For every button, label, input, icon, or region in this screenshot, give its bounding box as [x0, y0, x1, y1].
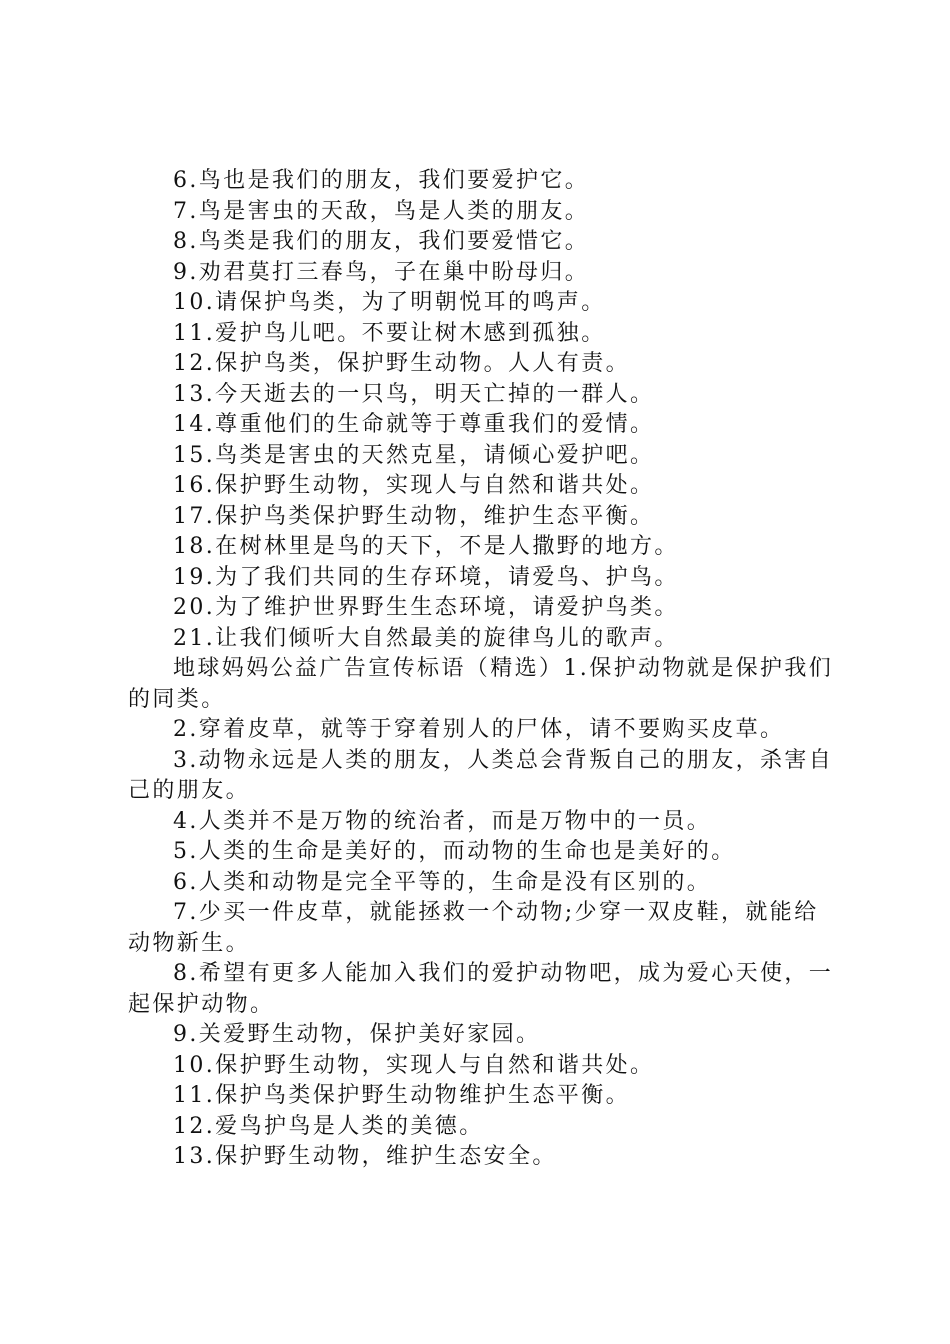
paragraph: 13.今天逝去的一只鸟，明天亡掉的一群人。	[173, 381, 655, 407]
paragraph: 6.人类和动物是完全平等的，生命是没有区别的。	[173, 869, 712, 895]
paragraph: 18.在树林里是鸟的天下，不是人撒野的地方。	[173, 534, 679, 559]
paragraph: 11.保护鸟类保护野生动物维护生态平衡。	[173, 1083, 630, 1108]
paragraph: 7.鸟是害虫的天敌，鸟是人类的朋友。	[173, 198, 590, 224]
paragraph: 8.鸟类是我们的朋友，我们要爱惜它。	[173, 229, 590, 254]
paragraph: 21.让我们倾听大自然最美的旋律鸟儿的歌声。	[173, 625, 679, 651]
paragraph: 19.为了我们共同的生存环境，请爱鸟、护鸟。	[173, 564, 679, 590]
paragraph: 11.爱护鸟儿吧。不要让树木感到孤独。	[173, 320, 606, 346]
paragraph: 8.希望有更多人能加入我们的爱护动物吧，成为爱心天使，一起保护动物。	[128, 961, 834, 1017]
paragraph: 20.为了维护世界野生生态环境，请爱护鸟类。	[173, 595, 679, 620]
paragraph: 6.鸟也是我们的朋友，我们要爱护它。	[173, 168, 590, 193]
paragraph: 5.人类的生命是美好的，而动物的生命也是美好的。	[173, 839, 736, 864]
document-body	[128, 166, 834, 1173]
paragraph: 12.爱鸟护鸟是人类的美德。	[173, 1113, 484, 1139]
paragraph: 3.动物永远是人类的朋友，人类总会背叛自己的朋友，杀害自己的朋友。	[128, 747, 834, 803]
paragraph: 14.尊重他们的生命就等于尊重我们的爱情。	[173, 412, 655, 437]
paragraph: 12.保护鸟类，保护野生动物。人人有责。	[173, 351, 630, 376]
paragraph: 地球妈妈公益广告宣传标语（精选）1.保护动物就是保护我们的同类。	[128, 656, 834, 712]
paragraph: 10.请保护鸟类，为了明朝悦耳的鸣声。	[173, 290, 606, 315]
paragraph: 15.鸟类是害虫的天然克星，请倾心爱护吧。	[173, 442, 655, 468]
paragraph: 10.保护野生动物，实现人与自然和谐共处。	[173, 1052, 655, 1078]
paragraph: 2.穿着皮草，就等于穿着别人的尸体，请不要购买皮草。	[173, 717, 785, 742]
paragraph: 9.关爱野生动物，保护美好家园。	[173, 1022, 541, 1047]
paragraph: 17.保护鸟类保护野生动物，维护生态平衡。	[173, 503, 655, 529]
paragraph: 4.人类并不是万物的统治者，而是万物中的一员。	[173, 808, 712, 834]
paragraph: 13.保护野生动物，维护生态安全。	[173, 1144, 557, 1169]
paragraph: 16.保护野生动物，实现人与自然和谐共处。	[173, 473, 655, 498]
paragraph: 7.少买一件皮草，就能拯救一个动物;少穿一双皮鞋，就能给动物新生。	[128, 900, 819, 956]
paragraph: 9.劝君莫打三春鸟，子在巢中盼母归。	[173, 259, 590, 285]
